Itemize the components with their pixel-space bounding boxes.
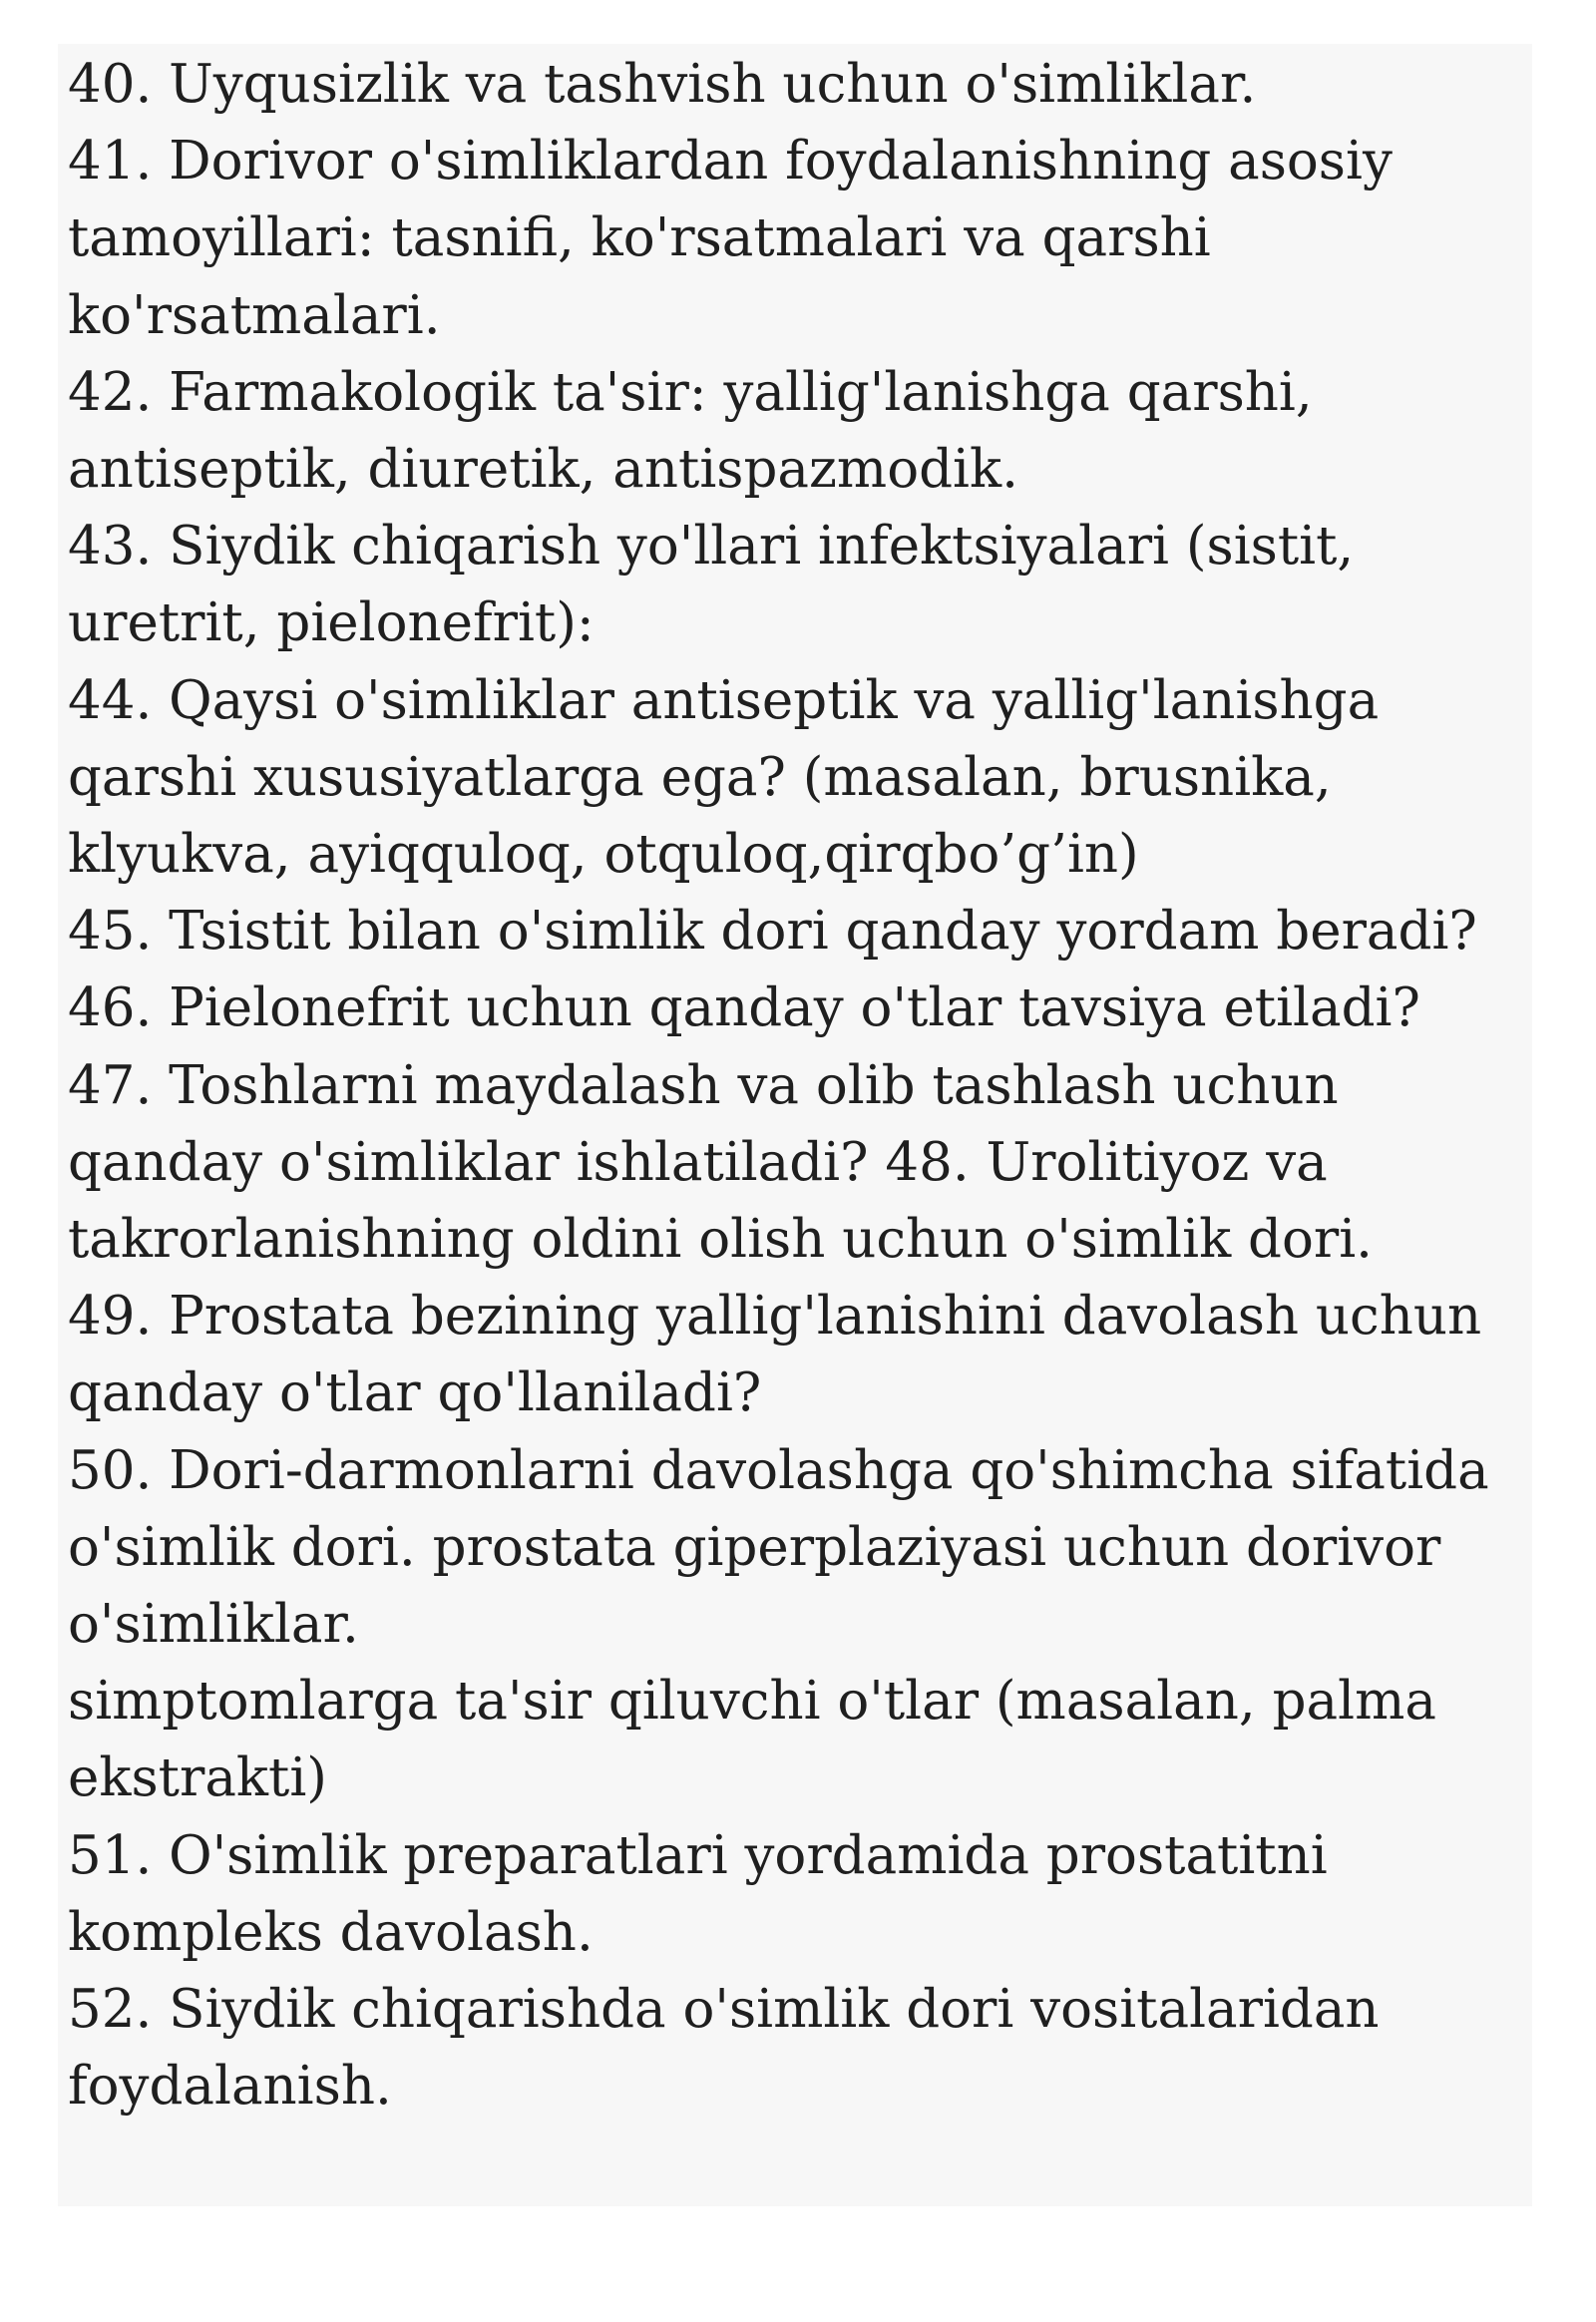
line-40: 40. Uyqusizlik va tashvish uchun o'simliklar.: [68, 54, 1257, 115]
line-44-part-3: klyukva, ayiqquloq, otquloq,qirqbo’g’in): [68, 824, 1139, 886]
line-52-part-2: foydalanish.: [68, 2056, 392, 2118]
line-50-part-2: o'simlik dori. prostata giperplaziyasi uchun dorivor: [68, 1516, 1441, 1578]
line-50-part-3: o'simliklar.: [68, 1594, 359, 1656]
line-50-part-1: 50. Dori-darmonlarni davolashga qo'shimcha sifatida: [68, 1439, 1489, 1501]
line-45: 45. Tsistit bilan o'simlik dori qanday yordam beradi?: [68, 901, 1477, 963]
line-41-part-1: 41. Dorivor o'simliklardan foydalanishning asosiy: [68, 131, 1393, 193]
line-41-part-2: tamoyillari: tasnifi, ko'rsatmalari va qarshi: [68, 207, 1211, 269]
line-44-part-2: qarshi xususiyatlarga ega? (masalan, brusnika,: [68, 746, 1332, 808]
line-51-part-1: 51. O'simlik preparatlari yordamida prostatitni: [68, 1824, 1328, 1886]
line-52-part-1: 52. Siydik chiqarishda o'simlik dori vositalaridan: [68, 1979, 1380, 2041]
line-47-part-1: 47. Toshlarni maydalash va olib tashlash uchun: [68, 1054, 1339, 1116]
line-43-part-1: 43. Siydik chiqarish yo'llari infektsiyalari (sistit,: [68, 516, 1355, 578]
line-48: takrorlanishning oldini olish uchun o'simlik dori.: [68, 1209, 1373, 1271]
line-47-part-2: qanday o'simliklar ishlatiladi? 48. Urolitiyoz va: [68, 1131, 1328, 1193]
line-50-part-4: simptomlarga ta'sir qiluvchi o'tlar (masalan, palma: [68, 1671, 1436, 1733]
line-43-part-2: uretrit, pielonefrit):: [68, 592, 595, 654]
line-44-part-1: 44. Qaysi o'simliklar antiseptik va yallig'lanishga: [68, 669, 1380, 731]
line-42-part-1: 42. Farmakologik ta'sir: yallig'lanishga qarshi,: [68, 361, 1313, 423]
line-41-part-3: ko'rsatmalari.: [68, 284, 441, 346]
line-46: 46. Pielonefrit uchun qanday o'tlar tavsiya etiladi?: [68, 977, 1420, 1039]
line-49-part-2: qanday o'tlar qo'llaniladi?: [68, 1362, 762, 1424]
line-42-part-2: antiseptik, diuretik, antispazmodik.: [68, 439, 1018, 501]
line-49-part-1: 49. Prostata bezining yallig'lanishini davolash uchun: [68, 1286, 1482, 1348]
document-text: [68, 46, 1534, 2125]
line-51-part-2: kompleks davolash.: [68, 1901, 594, 1963]
line-50-part-5: ekstrakti): [68, 1747, 327, 1809]
